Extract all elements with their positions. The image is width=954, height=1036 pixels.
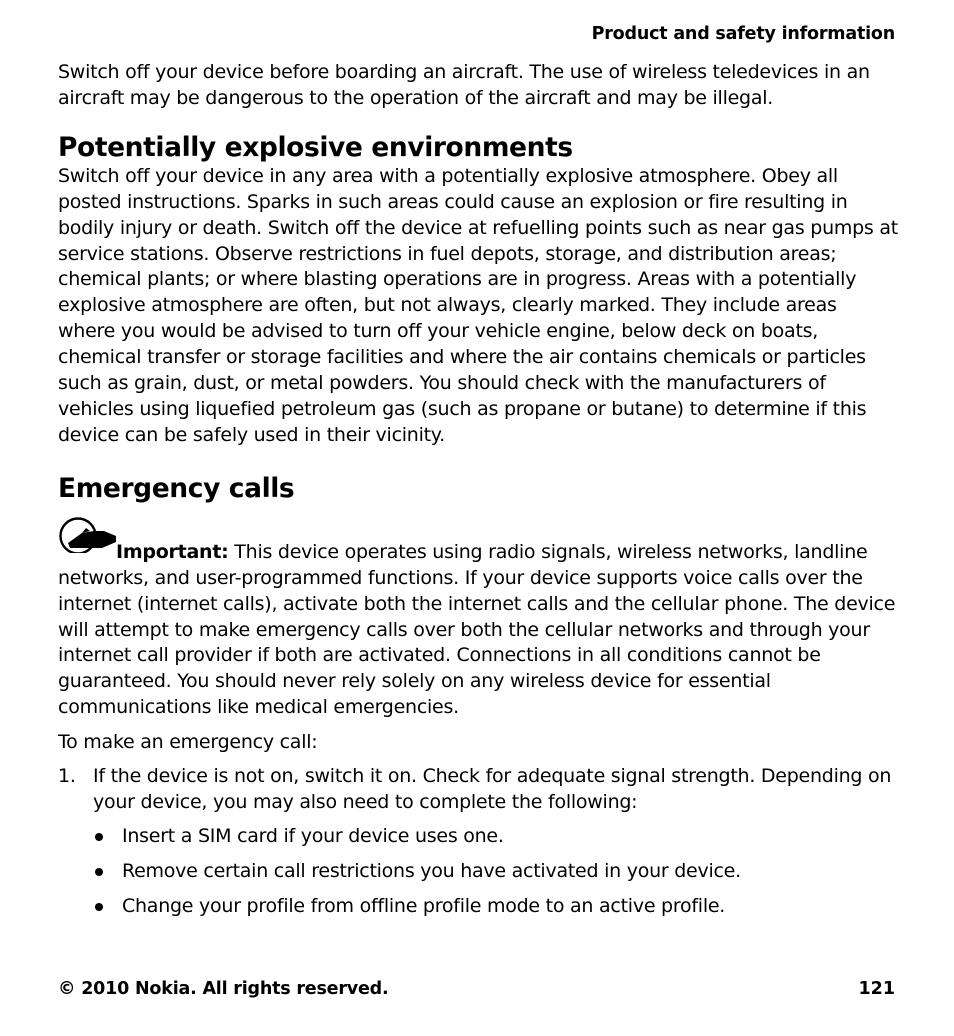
bullet-item	[93, 859, 898, 885]
page-number: 121	[858, 979, 895, 999]
section-heading-explosive: Potentially explosive environments	[58, 131, 573, 163]
bullet-item	[93, 894, 898, 920]
running-header: Product and safety information	[591, 24, 895, 44]
bullet-dot-icon	[95, 868, 103, 876]
bullet-dot-icon	[95, 833, 103, 841]
intro-paragraph: Switch off your device before boarding an aircraft. The use of wireless teledevices in an aircraft may be dangerous to the operation of the aircraft and may be illegal.	[58, 61, 870, 109]
important-hand-icon	[58, 525, 116, 561]
bullet-text: Change your profile from offline profile mode to an active profile.	[122, 894, 726, 917]
section-heading-emergency: Emergency calls	[58, 472, 295, 504]
important-label: Important:	[116, 540, 229, 563]
page-content	[58, 60, 898, 929]
copyright-footer: © 2010 Nokia. All rights reserved.	[58, 979, 389, 999]
steps-list	[58, 764, 898, 920]
step-bullets	[93, 824, 898, 920]
bullet-dot-icon	[95, 903, 103, 911]
bullet-text: Insert a SIM card if your device uses one.	[122, 824, 504, 847]
important-note	[58, 525, 898, 721]
step-number: 1.	[58, 765, 76, 788]
important-text: This device operates using radio signals, wireless networks, landline networks, and user-programmed functions. If your device supports voice calls over the internet (internet calls), activate both the internet calls and the cellular phone. The device will attempt to make emergency calls over both the cellular networks and through your internet call provider if both are activated. Connections in all conditions cannot be guaranteed. You should never rely solely on any wireless device for essential communications like medical emergencies.	[58, 540, 896, 719]
step-item	[58, 764, 898, 920]
step-text: If the device is not on, switch it on. Check for adequate signal strength. Depending on your device, you may also need to complete the following:	[93, 765, 892, 813]
explosive-paragraph: Switch off your device in any area with a potentially explosive atmosphere. Obey all posted instructions. Sparks in such areas could cause an explosion or fire resulting in bodily injury or death. Switch off the device at refuelling points such as near gas pumps at service stations. Observe restrictions in fuel depots, storage, and distribution areas; chemical plants; or where blasting operations are in progress. Areas with a potentially explosive atmosphere are often, but not always, clearly marked. They include areas where you would be advised to turn off your vehicle engine, below deck on boats, chemical transfer or storage facilities and where the air contains chemicals or particles such as grain, dust, or metal powders. You should check with the manufacturers of vehicles using liquefied petroleum gas (such as propane or butane) to determine if this device can be safely used in their vicinity.	[58, 164, 898, 446]
make-call-intro: To make an emergency call:	[58, 731, 318, 754]
bullet-item	[93, 824, 898, 850]
bullet-text: Remove certain call restrictions you have activated in your device.	[122, 859, 741, 882]
